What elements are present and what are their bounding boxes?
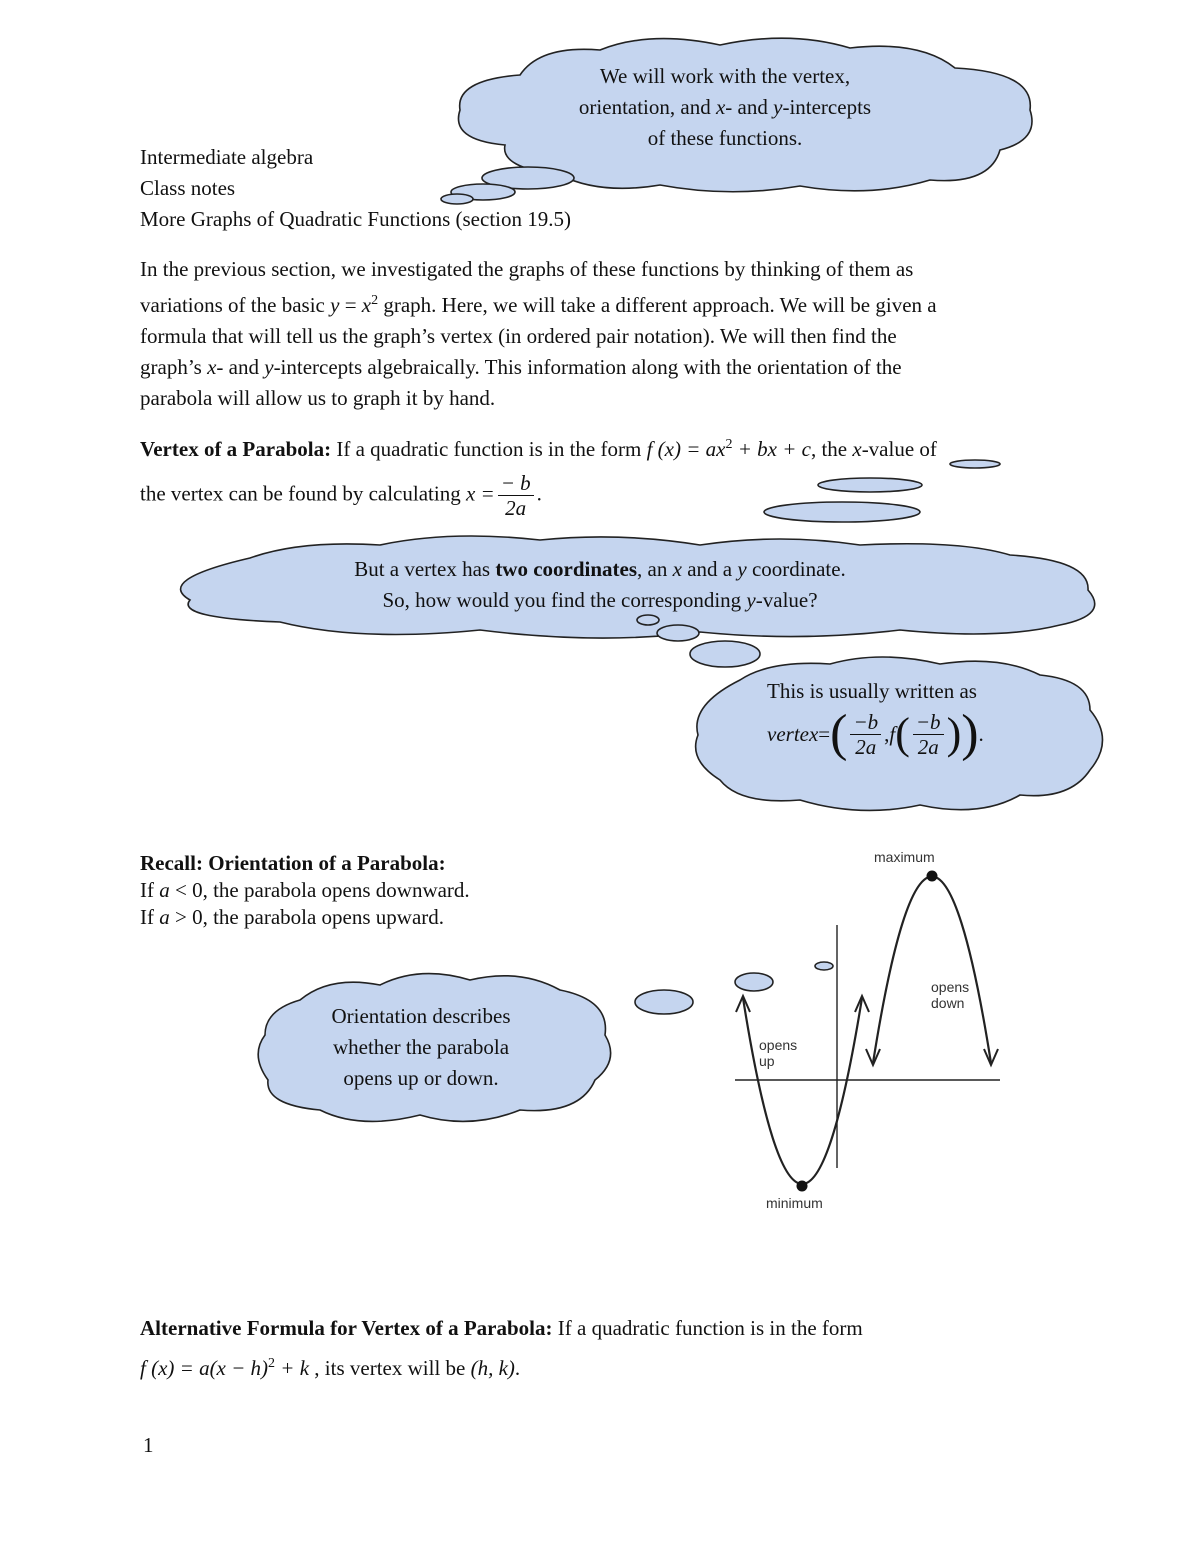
parabola-graph: [735, 877, 1000, 1185]
intro-paragraph: In the previous section, we investigated the graphs of these functions by thinking of them as variations of the basic $y = x^2$ graph. Here, we will take a different approach. We will be given a formula that will tell us the graph’s vertex (in ordered pair notation). We will then find the graph’s x- and y-intercepts algebraically. This information along with the orientation of the parabola will allow us to graph it by hand.: [140, 257, 937, 410]
maximum-label: maximum: [874, 849, 935, 865]
recall-section: Recall: Orientation of a Parabola: If a < 0, the parabola opens downward. If a > 0, the parabola opens upward.: [140, 851, 470, 929]
top-bubble-line3: of these functions.: [647, 126, 803, 150]
upward-parabola: [743, 998, 862, 1184]
course-name: Intermediate algebra: [140, 145, 314, 169]
vertex-bubble-line1: This is usually written as: [767, 679, 977, 703]
opens-up-label: opens up: [759, 1037, 798, 1069]
orient-trail-bubble-2: [735, 973, 773, 991]
top-bubble-text: [525, 61, 925, 154]
orientation-bubble-text: Orientation describes whether the parabola opens up or down.: [331, 1004, 511, 1090]
opens-down-label: opens down: [931, 979, 970, 1011]
vertex-x-fraction: $\frac{- b}{2a}$: [498, 471, 534, 520]
top-bubble-line1: We will work with the vertex,: [599, 64, 851, 88]
top-bubble-line2: orientation, and x- and y-intercepts: [578, 95, 872, 119]
minimum-point: [797, 1181, 808, 1192]
middle-bubble-text: But a vertex has two coordinates, an x and a y coordinate. So, how would you find the corresponding y-value?: [354, 557, 846, 612]
orient-trail-bubble-1: [635, 990, 693, 1014]
page-number: 1: [143, 1433, 154, 1457]
vertex-formula: vertex = ( $\frac{-b}{2a}$ , f ( $\frac{-b}{2a}$ ) ) .: [767, 705, 984, 762]
maximum-point: [927, 871, 938, 882]
minimum-label: minimum: [766, 1195, 823, 1211]
downward-parabola: [873, 877, 991, 1064]
doc-type: Class notes: [140, 176, 236, 200]
vertex-trail-bubble-3: [690, 641, 760, 667]
alternative-formula: Alternative Formula for Vertex of a Parabola: If a quadratic function is in the form f $(x) = a(x - h)^2 + k$ , its vertex will be (h, k).: [140, 1316, 863, 1380]
vertex-trail-bubble-2: [657, 625, 699, 641]
section-title: More Graphs of Quadratic Functions (section 19.5): [140, 207, 571, 231]
orient-trail-bubble-3: [815, 962, 833, 970]
vertex-definition: Vertex of a Parabola: If a quadratic function is in the form f $(x) = ax^2$ + bx + c, the x-value of the vertex can be found by calculating x = $\frac{- b}{2a}$ .: [140, 437, 937, 520]
vertex-trail-bubble-1: [637, 615, 659, 625]
header-block: [140, 142, 571, 235]
